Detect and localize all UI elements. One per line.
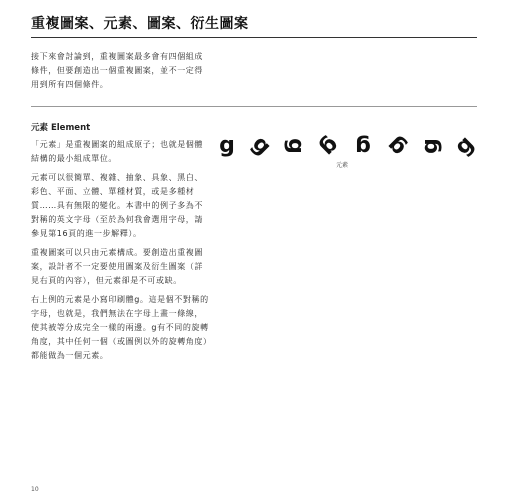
glyph-g-45: g xyxy=(246,131,276,161)
section-paragraph: 元素可以很簡單、複雜、抽象、具象、黑白、彩色、平面、立體、單種材質，或是多種材質……具有無限的變化。本書中的例子多為不對稱的英文字母（至於為何我會選用字母，請參見第16頁的進一步解釋）。 xyxy=(31,173,203,238)
glyph-g-225: g xyxy=(382,131,412,161)
rotated-g-figure xyxy=(214,133,484,173)
element-section xyxy=(31,121,211,368)
glyph-g-135: g xyxy=(314,131,344,161)
page-title: 重複圖案、元素、圖案、衍生圖案 xyxy=(31,16,249,32)
glyph-g-270: g xyxy=(418,138,443,154)
section-paragraph: 右上例的元素是小寫印刷體g。這是個不對稱的字母，也就是，我們無法在字母上畫一條線，使其被等分成完全一樣的兩邊。g有不同的旋轉角度，其中任何一個（或圖例以外的旋轉角度）都能做為一個元素。 xyxy=(31,295,209,360)
section-paragraph: 重複圖案可以只由元素構成。要創造出重複圖案，設計者不一定要使用圖案及衍生圖案（詳見右頁的內容），但元素卻是不可或缺。 xyxy=(31,248,203,285)
glyph-g-180: g xyxy=(355,134,371,159)
title-divider xyxy=(31,37,477,38)
section-divider xyxy=(31,106,477,107)
section-heading: 元素 Element xyxy=(31,123,91,133)
section-paragraph: 「元素」是重複圖案的組成原子；也就是個體結構的最小組成單位。 xyxy=(31,140,203,163)
glyph-g-90: g xyxy=(283,138,308,154)
glyph-g-0: g xyxy=(219,133,235,158)
figure-caption: 元素 xyxy=(335,162,348,169)
page-number: 10 xyxy=(31,486,39,493)
glyph-g-315: g xyxy=(450,131,480,161)
intro-paragraph: 接下來會討論到，重複圖案最多會有四個組成條件，但要創造出一個重複圖案，並不一定得用到所有四個條件。 xyxy=(31,52,203,89)
